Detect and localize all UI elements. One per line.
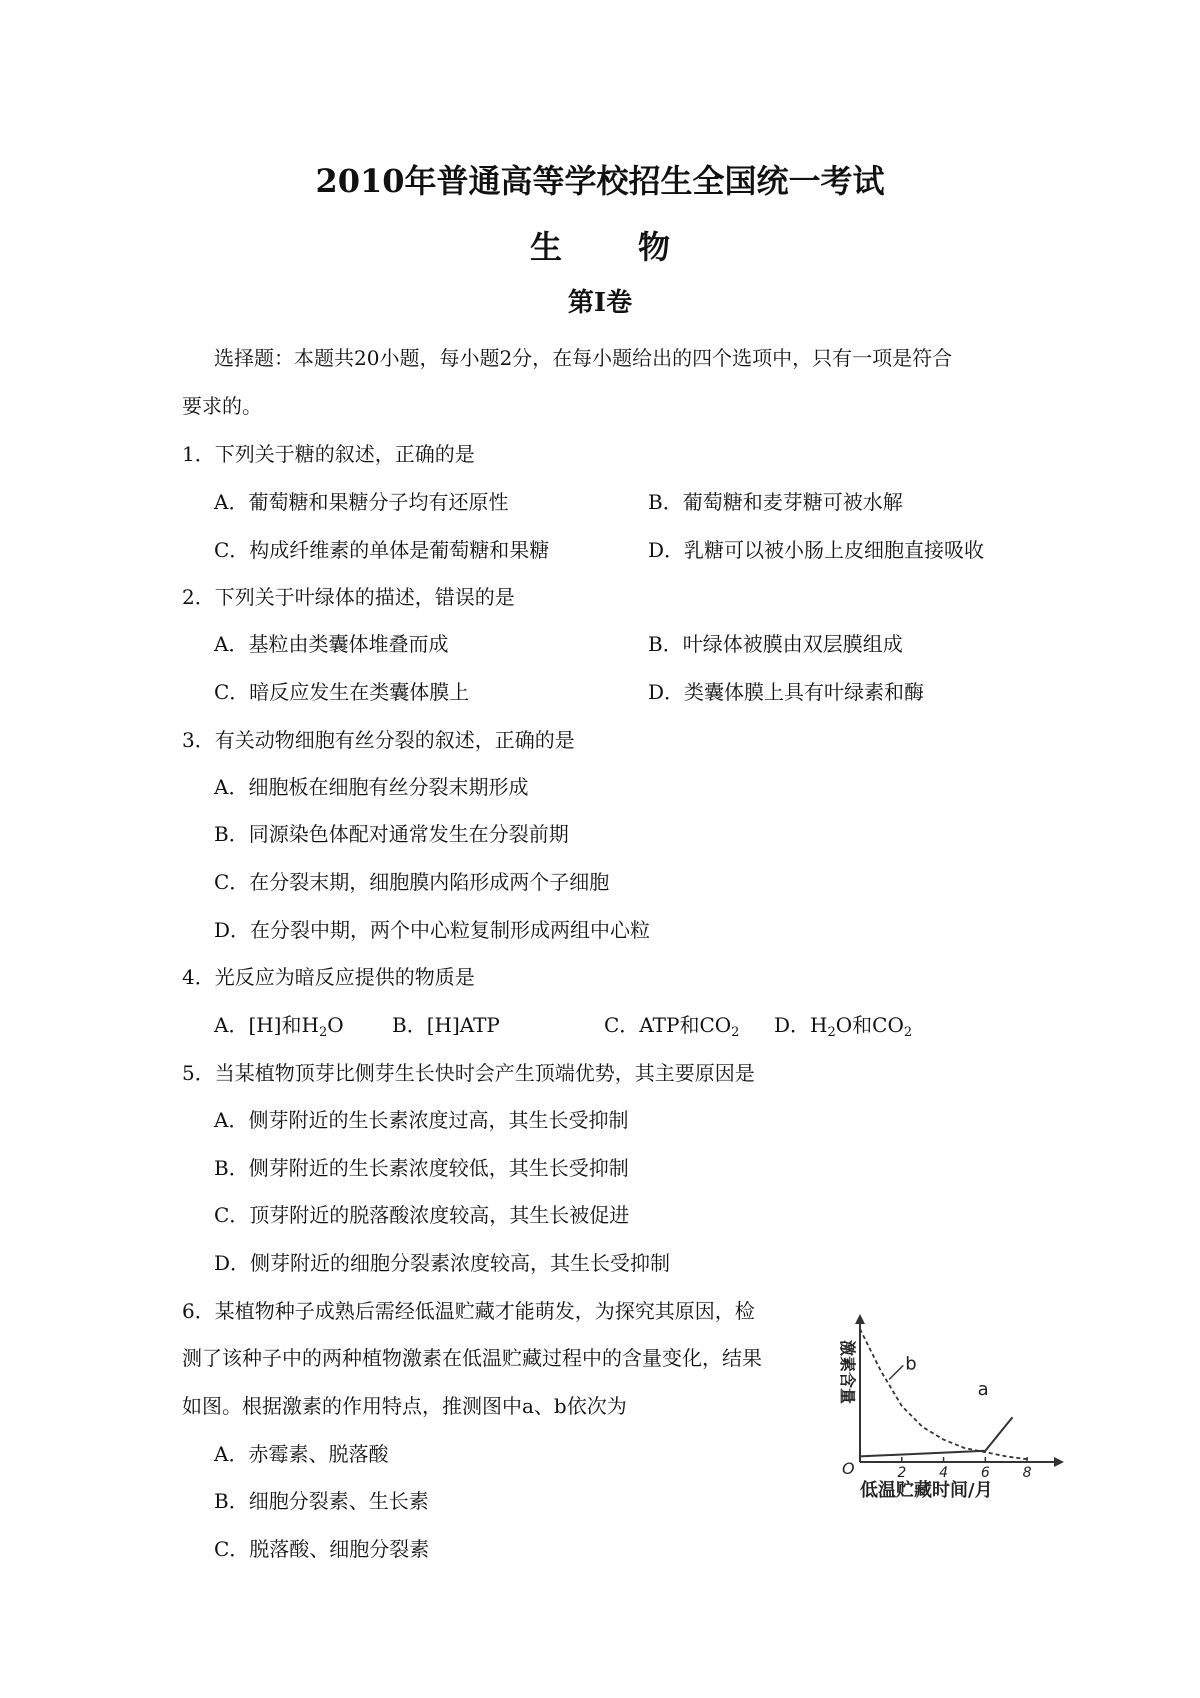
question-6-option-c: C．脱落酸、细胞分裂素 [214,1537,430,1561]
x-tick-label: 4 [939,1465,949,1481]
question-2-option-a: A．基粒由类囊体堆叠而成 [214,632,449,656]
x-tick-label: 2 [897,1465,907,1481]
q4-d-text: D．H [774,1013,828,1037]
instructions-line-1: 选择题：本题共20小题，每小题2分，在每小题给出的四个选项中，只有一项是符合 [214,346,953,370]
question-5-stem: 5．当某植物顶芽比侧芽生长快时会产生顶端优势，其主要原因是 [182,1061,755,1085]
question-4-stem: 4．光反应为暗反应提供的物质是 [182,965,475,989]
question-2-stem: 2．下列关于叶绿体的描述，错误的是 [182,585,515,609]
question-5-option-a: A．侧芽附近的生长素浓度过高，其生长受抑制 [214,1108,629,1132]
question-1-stem: 1．下列关于糖的叙述，正确的是 [182,442,475,466]
x-tick-label: 8 [1022,1465,1032,1481]
question-5-option-b: B．侧芽附近的生长素浓度较低，其生长受抑制 [214,1156,629,1180]
series-b-leader [889,1365,903,1379]
exam-title: 2010年普通高等学校招生全国统一考试 [315,162,885,200]
subject-title: 生物 [529,228,746,266]
q4-d-subscript-2: 2 [903,1025,913,1040]
q4-a-subscript: 2 [318,1025,328,1040]
question-5-option-d: D．侧芽附近的细胞分裂素浓度较高，其生长受抑制 [214,1251,671,1275]
x-tick-label: 6 [980,1465,990,1481]
x-axis-arrow [1054,1457,1064,1467]
series-b-label: b [905,1353,917,1375]
question-2-option-c: C．暗反应发生在类囊体膜上 [214,680,470,704]
x-axis-label: 低温贮藏时间/月 [860,1480,993,1501]
question-3-stem: 3．有关动物细胞有丝分裂的叙述，正确的是 [182,728,575,752]
question-2-option-d: D．类囊体膜上具有叶绿素和酶 [648,680,925,704]
series-a-label: a [977,1378,989,1400]
volume-title: 第Ⅰ卷 [567,288,633,318]
question-1-option-d: D．乳糖可以被小肠上皮细胞直接吸收 [648,538,985,562]
question-4-option-d [774,1011,912,1039]
q4-d-subscript-1: 2 [827,1025,836,1040]
y-axis-label: 激素含量 [838,1340,857,1405]
question-6-option-b: B．细胞分裂素、生长素 [214,1489,429,1513]
y-axis-arrow [855,1314,865,1324]
question-3-option-c: C．在分裂末期，细胞膜内陷形成两个子细胞 [214,870,610,894]
series-a-line [860,1417,1012,1456]
question-6-stem-line-2: 测了该种子中的两种植物激素在低温贮藏过程中的含量变化，结果 [182,1346,762,1370]
question-4-option-b: B．[H]ATP [392,1013,500,1037]
question-3-option-a: A．细胞板在细胞有丝分裂末期形成 [214,775,529,799]
q4-c-subscript: 2 [731,1025,740,1040]
question-4-option-a [214,1011,344,1039]
hormone-chart [830,1312,1070,1502]
question-1-option-b: B．葡萄糖和麦芽糖可被水解 [648,490,903,514]
question-5-option-c: C．顶芽附近的脱落酸浓度较高，其生长被促进 [214,1203,630,1227]
origin-label: O [842,1459,855,1478]
q4-a-text: A．[H]和H [214,1013,319,1037]
question-1-option-a: A．葡萄糖和果糖分子均有还原性 [214,490,509,514]
series-b-line [860,1329,1027,1459]
q4-a-text-end: O [327,1013,344,1037]
q4-d-text-mid: O和CO [835,1013,904,1037]
question-6-stem-line-1: 6．某植物种子成熟后需经低温贮藏才能萌发，为探究其原因，检 [182,1299,755,1323]
instructions-line-2: 要求的。 [182,394,262,418]
question-3-option-d: D．在分裂中期，两个中心粒复制形成两组中心粒 [214,918,651,942]
question-2-option-b: B．叶绿体被膜由双层膜组成 [648,632,903,656]
question-6-stem-line-3: 如图。根据激素的作用特点，推测图中a、b依次为 [182,1394,627,1418]
question-3-option-b: B．同源染色体配对通常发生在分裂前期 [214,822,569,846]
q4-c-text: C．ATP和CO [604,1013,732,1037]
question-4-option-c [604,1011,739,1039]
question-6-option-a: A．赤霉素、脱落酸 [214,1442,389,1466]
question-1-option-c: C．构成纤维素的单体是葡萄糖和果糖 [214,538,550,562]
